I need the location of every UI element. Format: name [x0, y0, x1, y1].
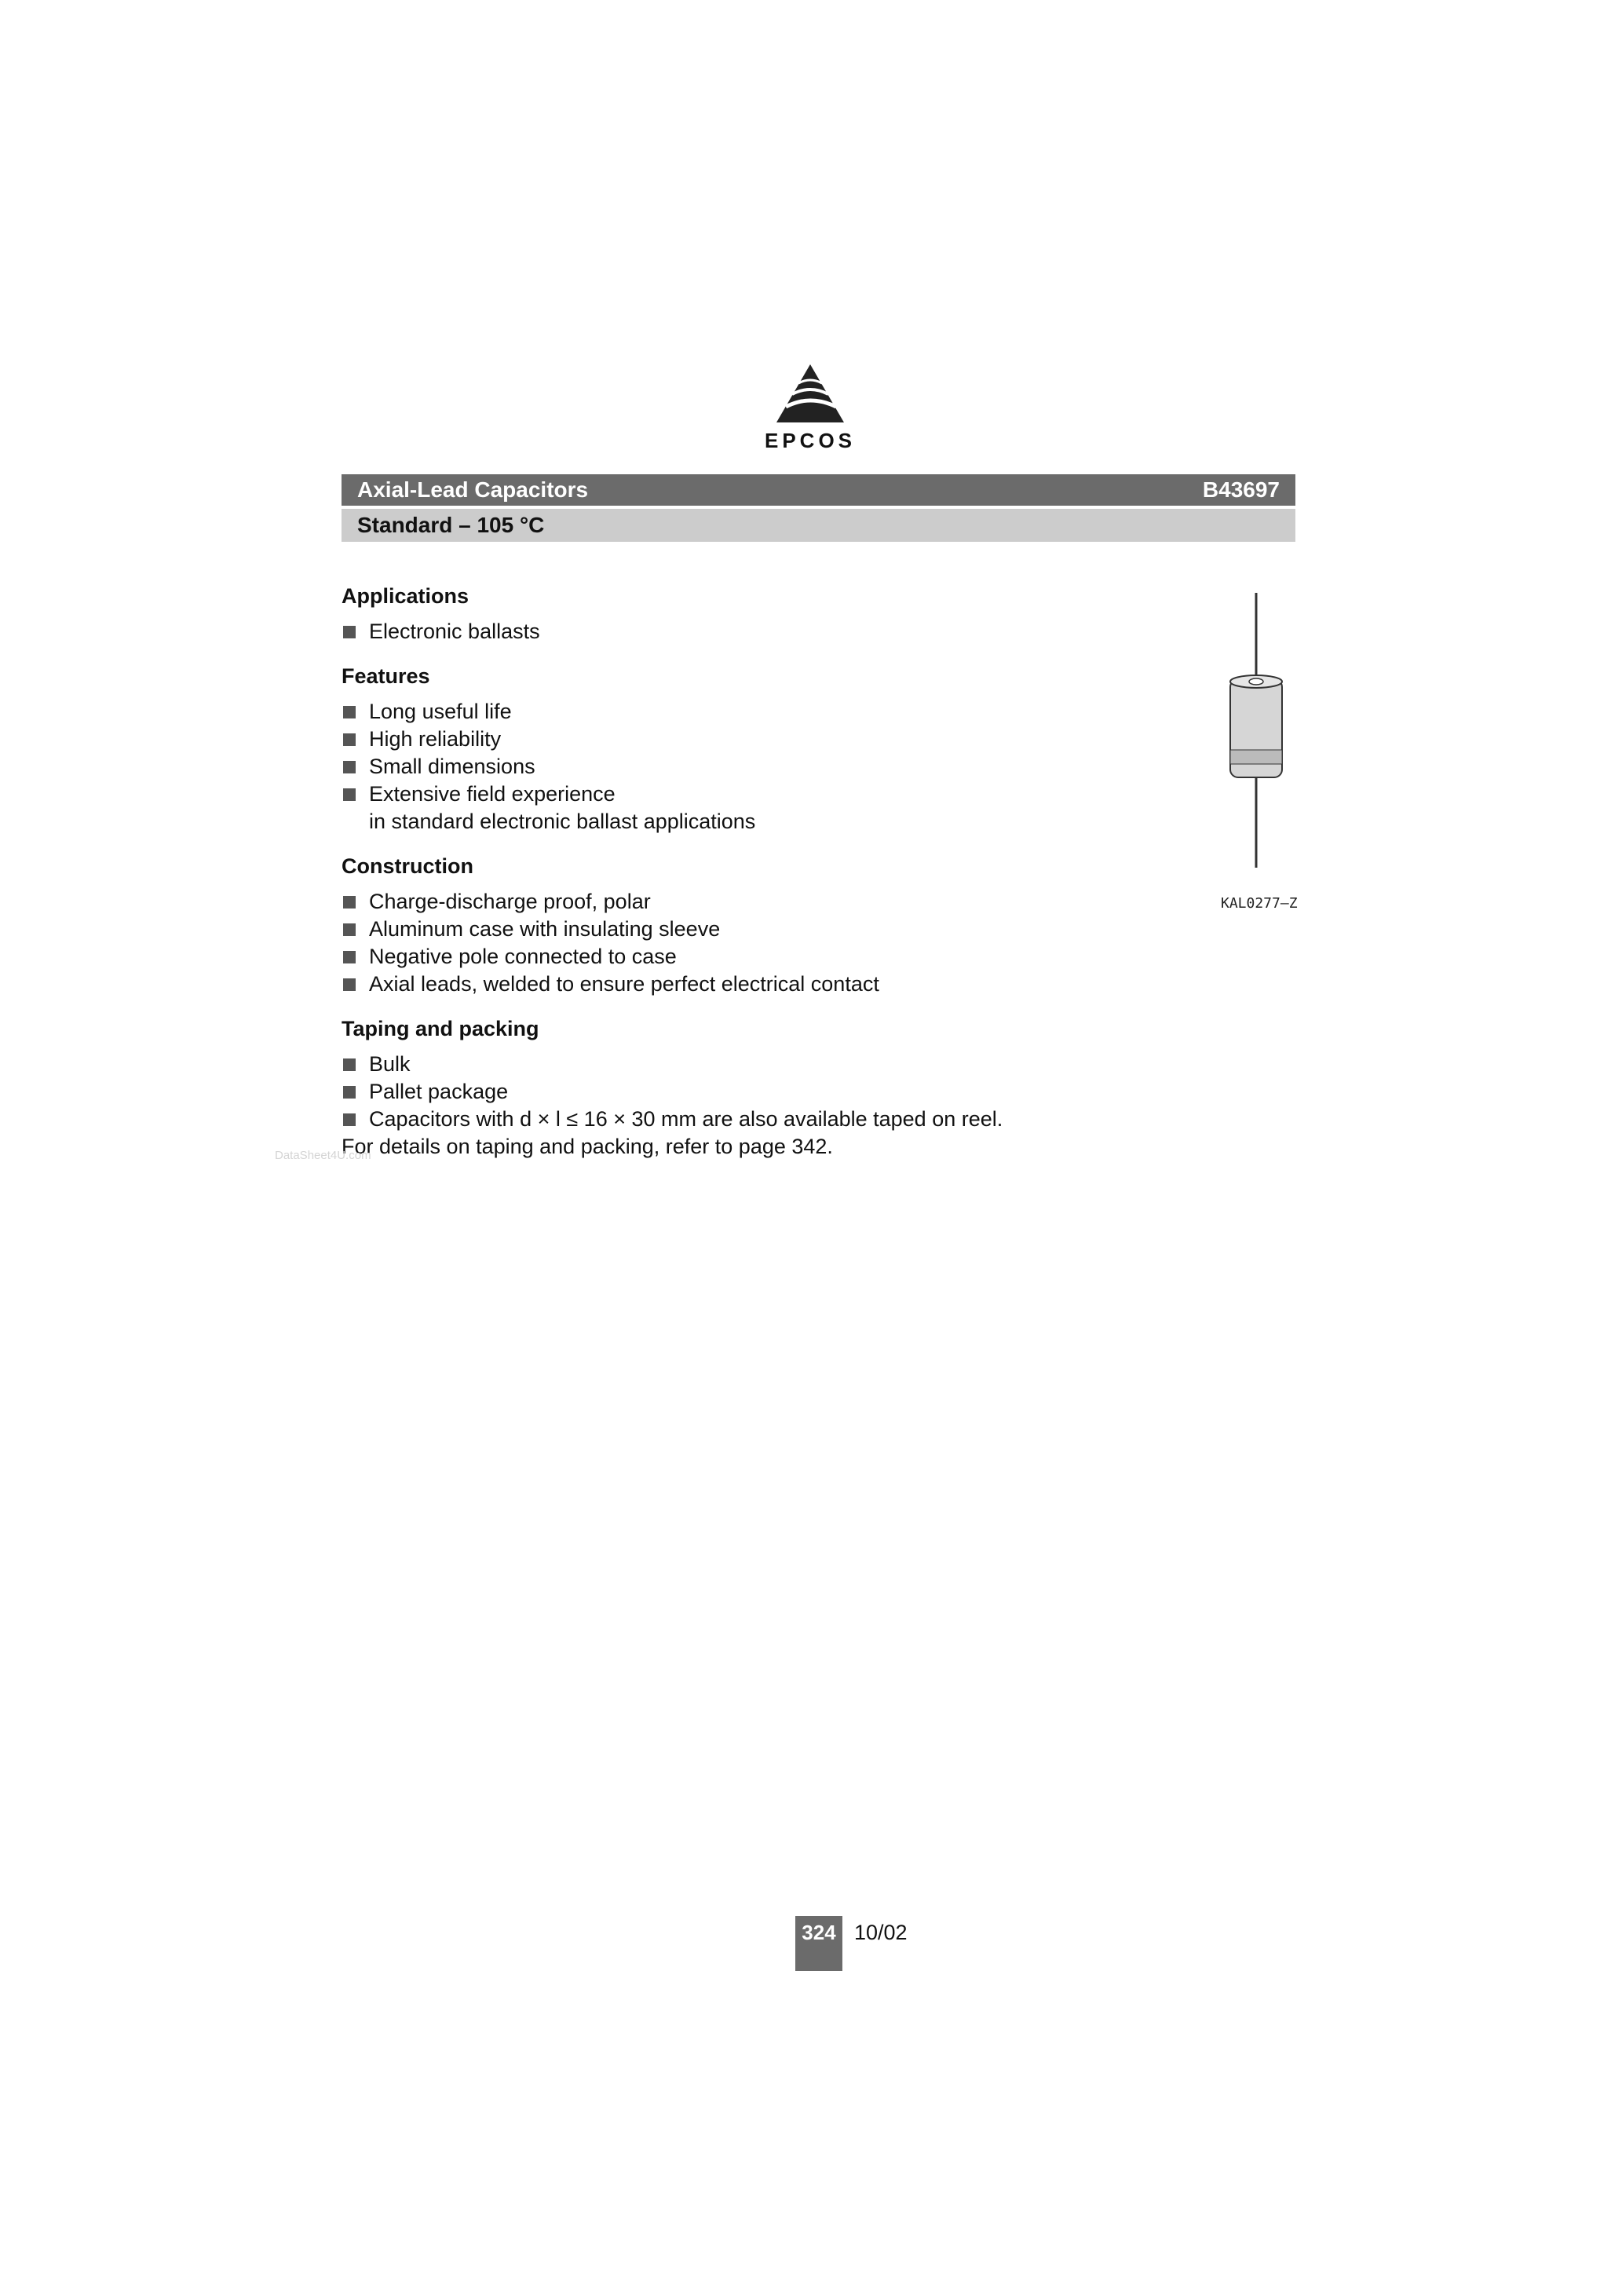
square-bullet-icon — [343, 761, 356, 773]
page-subtitle: Standard – 105 °C — [357, 513, 545, 537]
list-item: Pallet package — [342, 1078, 1127, 1106]
square-bullet-icon — [343, 951, 356, 963]
list-item: Capacitors with d × l ≤ 16 × 30 mm are also available taped on reel. — [342, 1106, 1127, 1133]
page-number: 324 — [795, 1916, 842, 1971]
list-item: High reliability — [342, 726, 1127, 753]
construction-section — [342, 853, 1127, 998]
square-bullet-icon — [343, 626, 356, 638]
features-section — [342, 663, 1127, 835]
subtitle-bar — [342, 509, 1295, 542]
content — [342, 583, 1127, 1178]
title-bar — [342, 474, 1295, 506]
section-title: Construction — [342, 854, 473, 878]
square-bullet-icon — [343, 1086, 356, 1099]
list-item: Extensive field experience in standard electronic ballast applications — [342, 781, 1127, 835]
list-item: Negative pole connected to case — [342, 943, 1127, 971]
section-title: Taping and packing — [342, 1017, 539, 1040]
list-item: Long useful life — [342, 698, 1127, 726]
square-bullet-icon — [343, 706, 356, 718]
list-item: Bulk — [342, 1051, 1127, 1078]
square-bullet-icon — [343, 1113, 356, 1126]
list-item: Aluminum case with insulating sleeve — [342, 916, 1127, 943]
square-bullet-icon — [343, 923, 356, 936]
footer-date: 10/02 — [854, 1921, 908, 1944]
list-item: Charge-discharge proof, polar — [342, 888, 1127, 916]
section-title: Applications — [342, 584, 469, 608]
logo-text: EPCOS — [764, 429, 857, 452]
list-item: Small dimensions — [342, 753, 1127, 781]
square-bullet-icon — [343, 733, 356, 746]
axial-capacitor-drawing-icon — [1225, 593, 1288, 876]
epcos-triangle-logo-icon — [775, 363, 846, 424]
square-bullet-icon — [343, 788, 356, 801]
page-title: Axial-Lead Capacitors — [357, 477, 589, 502]
figure-code: KAL0277–Z — [1221, 895, 1298, 912]
taping-note: For details on taping and packing, refer to page 342. — [342, 1135, 833, 1158]
list-item: Axial leads, welded to ensure perfect electrical contact — [342, 971, 1127, 998]
square-bullet-icon — [343, 896, 356, 909]
square-bullet-icon — [343, 1058, 356, 1071]
square-bullet-icon — [343, 978, 356, 991]
applications-section — [342, 583, 1127, 645]
taping-section — [342, 1015, 1127, 1161]
part-number: B43697 — [1202, 477, 1280, 502]
section-title: Features — [342, 664, 430, 688]
epcos-logo — [763, 363, 857, 453]
watermark: DataSheet4U.com — [275, 1149, 371, 1162]
list-item-continuation: in standard electronic ballast applications — [369, 810, 756, 833]
list-item: Electronic ballasts — [342, 618, 1127, 645]
